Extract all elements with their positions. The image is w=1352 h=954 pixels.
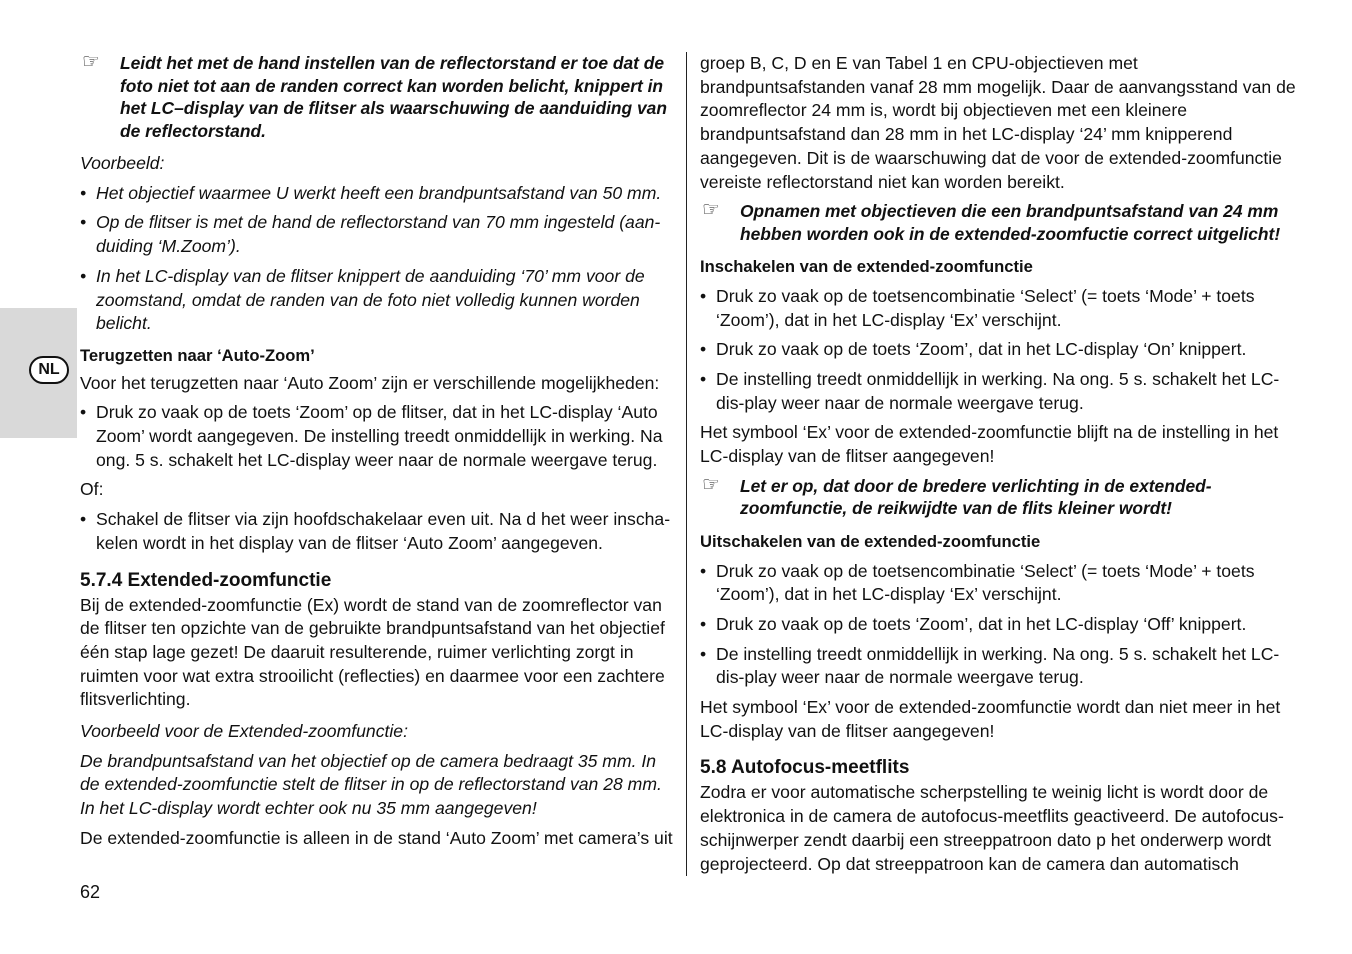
paragraph: Bij de extended-zoomfunctie (Ex) wordt de stand van de zoomreflector van de flitser ten opzichte van de gebruikte brandpuntsafstand van het objectief één stap lage gezet! De daaruit resulterende, ruimer verlichting zorgt in ruimten voor wat extra strooilicht (reflecties) en daarmee voor een zachtere flitsverlichting. bbox=[80, 594, 665, 710]
example-label: Voorbeeld voor de Extended-zoomfunctie: bbox=[80, 721, 408, 742]
warning-note bbox=[700, 475, 1305, 520]
list-item: • Druk zo vaak op de toetsencombinatie ‘Select’ (= toets ‘Mode’ + toets ‘Zoom’), dat in het LC-display ‘Ex’ verschijnt. bbox=[700, 560, 1305, 607]
note-text: Leidt het met de hand instellen van de reflectorstand er toe dat de foto niet tot aan de randen correct kan worden belicht, knippert in het LC–display van de flitser als waarschuwing de aanduiding van de reflectorstand. bbox=[120, 53, 667, 141]
list-item: • Op de flitser is met de hand de reflectorstand van 70 mm ingesteld (aan-duiding ‘M.Zoom’). bbox=[80, 211, 678, 258]
list-item: • Het objectief waarmee U werkt heeft een brandpuntsafstand van 50 mm. bbox=[80, 182, 678, 206]
list-item: • Druk zo vaak op de toets ‘Zoom’, dat in het LC-display ‘Off’ knippert. bbox=[700, 613, 1305, 637]
subheading: Terugzetten naar ‘Auto-Zoom’ bbox=[80, 345, 315, 365]
tip-note bbox=[700, 200, 1305, 245]
paragraph: groep B, C, D en E van Tabel 1 en CPU-objectieven met brandpuntsafstanden vanaf 28 mm mogelijk. Daar de aanvangsstand van de zoomreflector 24 mm is, wordt bij objectieven met een kleinere brandpuntsafstand dan 28 mm in het LC-display ‘24’ mm knipperend aangegeven. Dit is de waarschuwing dat de voor de extended-zoomfunctie vereiste reflectorstand niet kan worden bereikt. bbox=[700, 53, 1296, 192]
paragraph: Het symbool ‘Ex’ voor de extended-zoomfunctie wordt dan niet meer in het LC-display van de flitser aangegeven! bbox=[700, 697, 1281, 741]
example-label: Voorbeeld: bbox=[80, 153, 165, 173]
subheading: Inschakelen van de extended-zoomfunctie bbox=[700, 257, 1033, 277]
list-item: • In het LC-display van de flitser knippert de aanduiding ‘70’ mm voor de zoomstand, omdat de randen van de foto niet volledig kunnen worden belicht. bbox=[80, 265, 678, 336]
column-divider bbox=[686, 52, 687, 876]
paragraph: De extended-zoomfunctie is alleen in de stand ‘Auto Zoom’ met camera’s uit bbox=[80, 827, 673, 848]
list-item: • Druk zo vaak op de toets ‘Zoom’, dat in het LC-display ‘On’ knippert. bbox=[700, 338, 1305, 362]
section-heading: 5.8 Autofocus-meetflits bbox=[700, 757, 910, 779]
page-number: 62 bbox=[80, 882, 101, 902]
list-item: • De instelling treedt onmiddellijk in werking. Na ong. 5 s. schakelt het LC-dis-play weer naar de normale weergave terug. bbox=[700, 643, 1305, 690]
list-item: • Schakel de flitser via zijn hoofdschakelaar even uit. Na d het weer inscha-kelen wordt in het display van de flitser ‘Auto Zoom’ aangegeven. bbox=[80, 508, 678, 555]
paragraph: Voor het terugzetten naar ‘Auto Zoom’ zijn er verschillende mogelijkheden: bbox=[80, 372, 660, 393]
paragraph: Of: bbox=[80, 479, 104, 500]
subheading: Uitschakelen van de extended-zoomfunctie bbox=[700, 531, 1041, 551]
paragraph: De brandpuntsafstand van het objectief op de camera bedraagt 35 mm. In de extended-zoomfunctie stelt de flitser in op de reflectorstand van 28 mm. In het LC-display wordt echter ook nu 35 mm aangegeven! bbox=[80, 750, 662, 819]
right-column bbox=[700, 52, 1305, 876]
section-heading: 5.7.4 Extended-zoomfunctie bbox=[80, 569, 332, 591]
paragraph: Zodra er voor automatische scherpstelling te weinig licht is wordt door de elektronica in de camera de autofocus-meetflits geactiveerd. De autofocus-schijnwerper zendt daarbij een streeppatroon dato p het onderwerp wordt geprojecteerd. Op dat streeppatroon kan de camera dan automatisch bbox=[700, 782, 1284, 874]
pointing-hand-icon: ☞ bbox=[82, 51, 100, 73]
pointing-hand-icon: ☞ bbox=[702, 199, 720, 222]
language-badge: NL bbox=[29, 356, 69, 384]
left-column bbox=[80, 52, 678, 851]
note-text: Let er op, dat door de bredere verlichting in de extended-zoomfunctie, de reikwijdte van de flits kleiner wordt! bbox=[740, 475, 1212, 519]
list-item: • De instelling treedt onmiddellijk in werking. Na ong. 5 s. schakelt het LC-dis-play weer naar de normale weergave terug. bbox=[700, 368, 1305, 415]
paragraph: Het symbool ‘Ex’ voor de extended-zoomfunctie blijft na de instelling in het LC-display van de flitser aangegeven! bbox=[700, 422, 1279, 467]
note-text: Opnamen met objectieven die een brandpuntsafstand van 24 mm hebben worden ook in de extended-zoomfuctie correct uitgelicht! bbox=[740, 201, 1281, 244]
list-item: • Druk zo vaak op de toets ‘Zoom’ op de flitser, dat in het LC-display ‘Auto Zoom’ wordt aangegeven. De instelling treedt onmiddellijk in werking. Na ong. 5 s. schakelt het LC-display weer naar de normale weergave terug. bbox=[80, 401, 678, 472]
warning-note bbox=[80, 52, 678, 142]
list-item: • Druk zo vaak op de toetsencombinatie ‘Select’ (= toets ‘Mode’ + toets ‘Zoom’), dat in het LC-display ‘Ex’ verschijnt. bbox=[700, 285, 1305, 332]
pointing-hand-icon: ☞ bbox=[702, 473, 720, 496]
